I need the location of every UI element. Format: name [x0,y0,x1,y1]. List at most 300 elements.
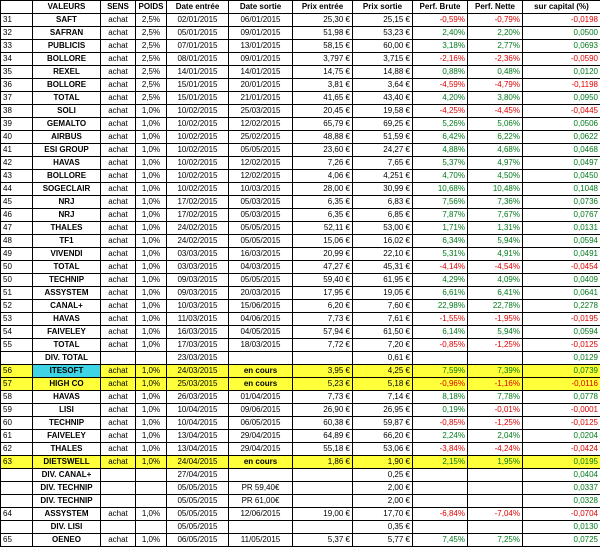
cell-date-sortie: 20/01/2015 [229,79,293,92]
cell-sur-capital: -0,1198 [523,79,600,92]
cell-valeur: SOLI [33,105,101,118]
cell-perf-nette: -1,25% [468,339,523,352]
cell-sur-capital: -0,0590 [523,53,600,66]
cell-sens: achat [101,105,136,118]
cell-perf-nette: 4,91% [468,248,523,261]
cell-perf-nette [468,352,523,365]
cell-date-sortie: 05/05/2015 [229,235,293,248]
cell-perf-brute: 6,42% [413,131,468,144]
cell-date-entree: 10/04/2015 [167,404,229,417]
cell-prix-entree [293,521,353,534]
cell-sens: achat [101,534,136,547]
cell-sens: achat [101,118,136,131]
cell-date-entree: 16/03/2015 [167,326,229,339]
cell-num: 52 [1,300,33,313]
cell-date-sortie: 12/02/2015 [229,170,293,183]
table-row [1,287,600,300]
cell-poids: 1,0% [136,326,167,339]
cell-poids: 1,0% [136,456,167,469]
cell-num: 46 [1,209,33,222]
header-perf-nette: Perf. Nette [468,1,523,14]
cell-prix-entree: 6,35 € [293,209,353,222]
cell-sur-capital: -0,0424 [523,443,600,456]
cell-perf-brute: 10,68% [413,183,468,196]
cell-perf-brute: -0,59% [413,14,468,27]
table-row [1,92,600,105]
cell-date-sortie: 12/02/2015 [229,118,293,131]
cell-prix-entree: 41,65 € [293,92,353,105]
cell-date-sortie: 18/03/2015 [229,339,293,352]
cell-date-entree: 10/03/2015 [167,300,229,313]
cell-num [1,352,33,365]
cell-sur-capital: 0,0767 [523,209,600,222]
cell-perf-nette: -4,24% [468,443,523,456]
cell-date-sortie [229,521,293,534]
cell-sur-capital: -0,0198 [523,14,600,27]
cell-sens: achat [101,235,136,248]
cell-date-entree: 10/04/2015 [167,417,229,430]
cell-date-sortie: 06/01/2015 [229,14,293,27]
cell-prix-entree: 65,79 € [293,118,353,131]
cell-num: 34 [1,53,33,66]
header-row [1,1,600,14]
cell-poids: 2,5% [136,27,167,40]
cell-perf-nette: 1,95% [468,456,523,469]
cell-prix-sortie: 5,77 € [353,534,413,547]
cell-prix-entree: 59,40 € [293,274,353,287]
cell-prix-entree [293,495,353,508]
cell-perf-brute: 2,24% [413,430,468,443]
table-body [1,14,600,547]
cell-prix-sortie: 7,61 € [353,313,413,326]
cell-num: 65 [1,534,33,547]
cell-prix-sortie: 4,251 € [353,170,413,183]
table-row [1,339,600,352]
cell-date-sortie: 09/06/2015 [229,404,293,417]
cell-perf-nette: 7,67% [468,209,523,222]
cell-date-entree: 09/03/2015 [167,274,229,287]
cell-prix-entree: 20,45 € [293,105,353,118]
cell-date-sortie: 05/05/2015 [229,274,293,287]
cell-sens: achat [101,287,136,300]
cell-prix-entree: 3,797 € [293,53,353,66]
cell-date-sortie: 05/03/2015 [229,196,293,209]
table-row [1,27,600,40]
table-row [1,495,600,508]
cell-prix-entree [293,469,353,482]
cell-poids: 1,0% [136,170,167,183]
cell-sur-capital: 0,0739 [523,365,600,378]
cell-date-entree: 14/01/2015 [167,66,229,79]
cell-date-entree: 02/01/2015 [167,14,229,27]
cell-prix-entree: 3,95 € [293,365,353,378]
cell-perf-brute: 7,59% [413,365,468,378]
cell-sur-capital: -0,0001 [523,404,600,417]
cell-valeur: NRJ [33,209,101,222]
cell-sur-capital: 0,0409 [523,274,600,287]
cell-poids [136,495,167,508]
cell-sens: achat [101,300,136,313]
cell-date-sortie: 05/05/2015 [229,222,293,235]
cell-num [1,521,33,534]
cell-sens: achat [101,27,136,40]
cell-poids: 2,5% [136,14,167,27]
cell-prix-sortie: 19,58 € [353,105,413,118]
table-row [1,66,600,79]
cell-valeur: FAIVELEY [33,430,101,443]
cell-valeur: DIV. TOTAL [33,352,101,365]
cell-sur-capital: -0,0125 [523,339,600,352]
cell-prix-entree: 17,95 € [293,287,353,300]
cell-sur-capital: 0,2278 [523,300,600,313]
cell-perf-nette: 7,39% [468,365,523,378]
cell-sens [101,495,136,508]
cell-sens: achat [101,404,136,417]
header-sens: SENS [101,1,136,14]
cell-perf-brute: -1,55% [413,313,468,326]
cell-prix-entree: 6,20 € [293,300,353,313]
cell-date-sortie: 25/03/2015 [229,105,293,118]
cell-sens: achat [101,222,136,235]
cell-perf-nette: 4,97% [468,157,523,170]
cell-perf-nette [468,521,523,534]
cell-prix-sortie: 6,85 € [353,209,413,222]
cell-sens: achat [101,274,136,287]
cell-date-sortie: 10/03/2015 [229,183,293,196]
cell-date-sortie: 12/06/2015 [229,508,293,521]
cell-prix-sortie: 4,25 € [353,365,413,378]
cell-date-entree: 10/02/2015 [167,183,229,196]
cell-valeur: THALES [33,443,101,456]
cell-prix-sortie: 5,18 € [353,378,413,391]
cell-date-sortie: 11/05/2015 [229,534,293,547]
cell-sens [101,521,136,534]
cell-valeur: DIV. CANAL+ [33,469,101,482]
cell-sens: achat [101,79,136,92]
cell-perf-brute: 8,18% [413,391,468,404]
cell-poids: 1,0% [136,144,167,157]
cell-date-entree: 03/03/2015 [167,248,229,261]
cell-num [1,495,33,508]
cell-sur-capital: 0,0594 [523,235,600,248]
cell-prix-sortie: 3,715 € [353,53,413,66]
cell-sur-capital: 0,0506 [523,118,600,131]
cell-perf-nette: 0,48% [468,66,523,79]
cell-date-entree: 10/02/2015 [167,144,229,157]
cell-perf-nette: -4,45% [468,105,523,118]
cell-valeur: TF1 [33,235,101,248]
table-row [1,521,600,534]
cell-num: 32 [1,27,33,40]
cell-perf-brute: 0,19% [413,404,468,417]
table-row [1,313,600,326]
cell-prix-sortie: 53,00 € [353,222,413,235]
cell-valeur: HAVAS [33,391,101,404]
cell-num: 38 [1,105,33,118]
cell-sens: achat [101,339,136,352]
cell-perf-brute: -0,96% [413,378,468,391]
cell-sur-capital: 0,0491 [523,248,600,261]
cell-prix-entree: 7,73 € [293,391,353,404]
cell-perf-brute [413,469,468,482]
cell-num: 40 [1,131,33,144]
cell-date-sortie: 21/01/2015 [229,92,293,105]
cell-perf-nette: 7,78% [468,391,523,404]
cell-sens: achat [101,365,136,378]
cell-num: 55 [1,339,33,352]
cell-prix-sortie: 14,88 € [353,66,413,79]
cell-prix-entree: 5,37 € [293,534,353,547]
cell-valeur: DIV. TECHNIP [33,495,101,508]
cell-prix-entree: 26,90 € [293,404,353,417]
cell-num: 60 [1,417,33,430]
cell-date-entree: 08/01/2015 [167,53,229,66]
table-row [1,391,600,404]
cell-sur-capital: 0,0337 [523,482,600,495]
cell-num: 51 [1,287,33,300]
cell-valeur: TECHNIP [33,417,101,430]
cell-num: 42 [1,157,33,170]
cell-perf-brute: 2,15% [413,456,468,469]
cell-prix-entree: 14,75 € [293,66,353,79]
cell-date-entree: 15/01/2015 [167,79,229,92]
cell-prix-sortie: 7,60 € [353,300,413,313]
cell-date-sortie: 14/01/2015 [229,66,293,79]
cell-valeur: DIETSWELL [33,456,101,469]
table-row [1,378,600,391]
cell-date-entree: 26/03/2015 [167,391,229,404]
cell-date-sortie: en cours [229,365,293,378]
header-prix-sortie: Prix sortie [353,1,413,14]
cell-date-entree: 17/02/2015 [167,209,229,222]
cell-sens: achat [101,261,136,274]
cell-date-entree: 27/04/2015 [167,469,229,482]
cell-perf-brute: 7,87% [413,209,468,222]
cell-poids: 1,0% [136,443,167,456]
table-row [1,170,600,183]
cell-date-entree: 24/02/2015 [167,222,229,235]
cell-poids: 2,5% [136,79,167,92]
cell-sur-capital: 0,0120 [523,66,600,79]
cell-perf-nette: 10,48% [468,183,523,196]
cell-sens: achat [101,196,136,209]
cell-prix-sortie: 2,00 € [353,482,413,495]
cell-prix-sortie: 69,25 € [353,118,413,131]
cell-date-sortie: en cours [229,456,293,469]
cell-perf-brute: 5,31% [413,248,468,261]
cell-poids: 1,0% [136,209,167,222]
cell-perf-nette: 1,31% [468,222,523,235]
cell-poids: 1,0% [136,261,167,274]
cell-date-entree: 24/03/2015 [167,365,229,378]
cell-perf-brute: 7,56% [413,196,468,209]
cell-poids: 1,0% [136,287,167,300]
cell-valeur: DIV. LISI [33,521,101,534]
cell-sur-capital: -0,0195 [523,313,600,326]
table-row [1,430,600,443]
cell-valeur: SAFRAN [33,27,101,40]
cell-valeur: HIGH CO [33,378,101,391]
cell-num: 33 [1,40,33,53]
cell-valeur: DIV. TECHNIP [33,482,101,495]
cell-prix-entree: 64,89 € [293,430,353,443]
cell-num: 53 [1,313,33,326]
cell-sur-capital: 0,0450 [523,170,600,183]
cell-num [1,469,33,482]
cell-perf-brute: 5,37% [413,157,468,170]
cell-poids: 1,0% [136,339,167,352]
cell-sur-capital: 0,0594 [523,326,600,339]
cell-poids: 1,0% [136,508,167,521]
cell-num: 50 [1,261,33,274]
cell-prix-entree: 15,06 € [293,235,353,248]
cell-prix-sortie: 60,00 € [353,40,413,53]
header-date-entree: Date entrée [167,1,229,14]
cell-prix-entree: 3,81 € [293,79,353,92]
cell-sur-capital: -0,0125 [523,417,600,430]
cell-num: 47 [1,222,33,235]
cell-date-sortie: 15/06/2015 [229,300,293,313]
table-row [1,443,600,456]
cell-date-sortie: en cours [229,378,293,391]
cell-prix-sortie: 53,23 € [353,27,413,40]
cell-prix-entree: 28,00 € [293,183,353,196]
cell-sur-capital: 0,0131 [523,222,600,235]
cell-sens: achat [101,92,136,105]
cell-sens: achat [101,183,136,196]
cell-prix-sortie: 0,35 € [353,521,413,534]
cell-sens: achat [101,326,136,339]
cell-prix-entree: 55,18 € [293,443,353,456]
cell-poids: 1,0% [136,313,167,326]
cell-date-entree: 10/02/2015 [167,105,229,118]
cell-sur-capital: 0,1048 [523,183,600,196]
cell-poids: 1,0% [136,365,167,378]
cell-prix-entree: 58,15 € [293,40,353,53]
cell-poids: 1,0% [136,235,167,248]
table-row [1,209,600,222]
cell-perf-brute: 6,14% [413,326,468,339]
cell-perf-nette: -1,16% [468,378,523,391]
cell-date-entree: 06/05/2015 [167,534,229,547]
cell-prix-entree: 51,98 € [293,27,353,40]
table-row [1,131,600,144]
cell-perf-brute: 3,18% [413,40,468,53]
cell-num: 62 [1,443,33,456]
cell-num: 39 [1,118,33,131]
cell-prix-sortie: 7,20 € [353,339,413,352]
cell-sens: achat [101,14,136,27]
cell-prix-sortie: 61,95 € [353,274,413,287]
cell-prix-entree: 7,72 € [293,339,353,352]
cell-num: 61 [1,430,33,443]
cell-sens: achat [101,391,136,404]
cell-perf-brute: 6,61% [413,287,468,300]
cell-perf-brute: -3,84% [413,443,468,456]
cell-perf-nette: -4,54% [468,261,523,274]
cell-perf-brute: -0,85% [413,339,468,352]
cell-poids: 1,0% [136,183,167,196]
cell-perf-brute: 4,70% [413,170,468,183]
cell-num: 31 [1,14,33,27]
cell-perf-nette: -0,79% [468,14,523,27]
cell-date-sortie: 01/04/2015 [229,391,293,404]
cell-perf-nette: 7,25% [468,534,523,547]
cell-prix-sortie: 26,95 € [353,404,413,417]
cell-sens: achat [101,40,136,53]
cell-perf-brute: 4,29% [413,274,468,287]
cell-sur-capital: 0,0736 [523,196,600,209]
table-row [1,40,600,53]
header-num [1,1,33,14]
cell-sens: achat [101,430,136,443]
cell-num: 44 [1,183,33,196]
cell-date-entree: 24/04/2015 [167,456,229,469]
cell-poids: 1,0% [136,105,167,118]
cell-poids [136,352,167,365]
cell-perf-nette: -4,79% [468,79,523,92]
cell-poids: 1,0% [136,222,167,235]
cell-date-entree: 10/02/2015 [167,157,229,170]
table-row [1,144,600,157]
cell-date-sortie: 29/04/2015 [229,430,293,443]
cell-perf-brute: -6,84% [413,508,468,521]
cell-prix-entree: 47,27 € [293,261,353,274]
cell-sens: achat [101,157,136,170]
cell-sur-capital: -0,0445 [523,105,600,118]
cell-perf-brute: 0,88% [413,66,468,79]
table-row [1,196,600,209]
cell-prix-sortie: 7,14 € [353,391,413,404]
cell-date-entree: 10/02/2015 [167,170,229,183]
cell-sens: achat [101,508,136,521]
cell-perf-brute: 22,98% [413,300,468,313]
cell-num: 41 [1,144,33,157]
cell-prix-sortie: 24,27 € [353,144,413,157]
table-row [1,79,600,92]
cell-date-entree: 07/01/2015 [167,40,229,53]
cell-valeur: NRJ [33,196,101,209]
header-valeurs: VALEURS [33,1,101,14]
cell-perf-nette: 6,41% [468,287,523,300]
cell-sur-capital: 0,0500 [523,27,600,40]
cell-perf-nette: -0,01% [468,404,523,417]
cell-valeur: BOLLORE [33,79,101,92]
cell-valeur: ESI GROUP [33,144,101,157]
cell-valeur: REXEL [33,66,101,79]
cell-date-entree: 11/03/2015 [167,313,229,326]
cell-date-sortie: 05/05/2015 [229,144,293,157]
cell-prix-entree: 60,38 € [293,417,353,430]
cell-sur-capital: 0,0328 [523,495,600,508]
header-poids: POIDS [136,1,167,14]
cell-perf-nette [468,495,523,508]
cell-prix-entree: 57,94 € [293,326,353,339]
cell-date-sortie: 25/02/2015 [229,131,293,144]
cell-date-entree: 13/04/2015 [167,430,229,443]
cell-poids: 1,0% [136,248,167,261]
cell-perf-brute [413,352,468,365]
cell-perf-brute: -2,16% [413,53,468,66]
table-row [1,105,600,118]
cell-prix-sortie: 30,99 € [353,183,413,196]
table-row [1,222,600,235]
cell-perf-brute: 7,45% [413,534,468,547]
cell-perf-nette: 5,06% [468,118,523,131]
cell-perf-brute: 4,20% [413,92,468,105]
cell-date-entree: 13/04/2015 [167,443,229,456]
cell-sens: achat [101,209,136,222]
